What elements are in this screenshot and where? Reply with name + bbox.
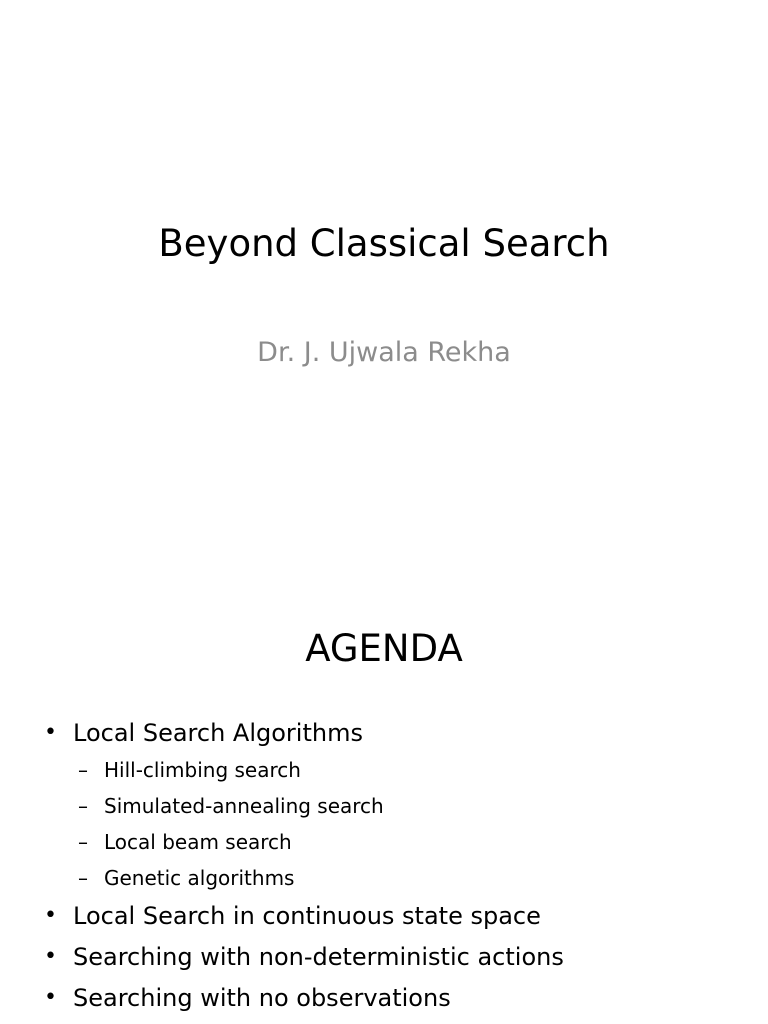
agenda-item-text: Searching with no observations xyxy=(73,984,451,1012)
bullet-icon: • xyxy=(44,985,57,1010)
agenda-item-text: Searching with non-deterministic actions xyxy=(73,943,564,971)
slide-author: Dr. J. Ujwala Rekha xyxy=(257,337,511,368)
slide-title: Beyond Classical Search xyxy=(158,222,610,265)
agenda-subitem-text: Genetic algorithms xyxy=(104,866,295,890)
bullet-icon: • xyxy=(44,720,57,745)
agenda-item-text: Local Search in continuous state space xyxy=(73,902,541,930)
dash-icon: – xyxy=(78,794,88,818)
agenda-title: AGENDA xyxy=(305,627,463,670)
agenda-subitem-text: Hill-climbing search xyxy=(104,758,301,782)
agenda-subitem-text: Local beam search xyxy=(104,830,292,854)
agenda-subitem-text: Simulated-annealing search xyxy=(104,794,384,818)
dash-icon: – xyxy=(78,758,88,782)
agenda-slide xyxy=(0,576,768,1024)
bullet-icon: • xyxy=(44,944,57,969)
dash-icon: – xyxy=(78,830,88,854)
agenda-item-text: Local Search Algorithms xyxy=(73,719,363,747)
dash-icon: – xyxy=(78,866,88,890)
bullet-icon: • xyxy=(44,903,57,928)
